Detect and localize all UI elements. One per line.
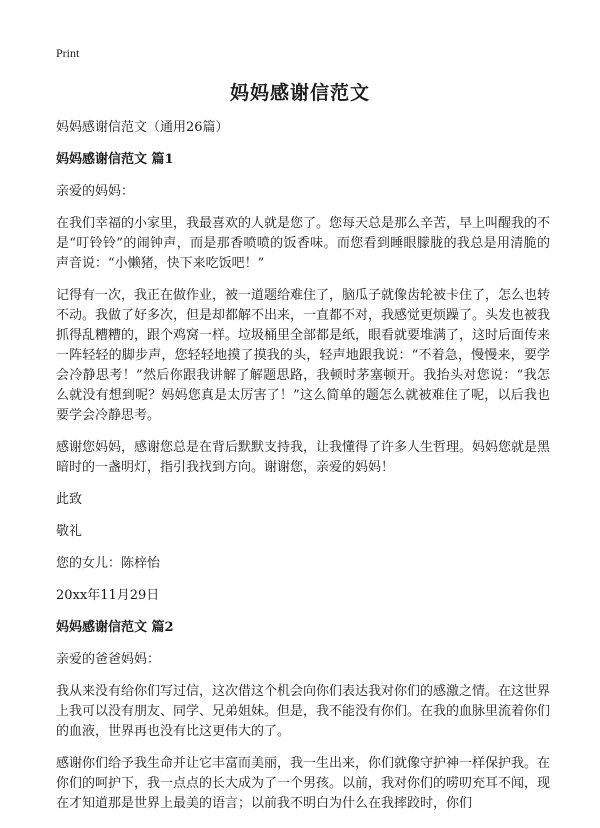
body-paragraph: 感谢你们给予我生命并让它丰富而美丽，我一生出来，你们就像守护神一样保护我。在你们的呵护下，我一点点的长大成为了一个男孩。以前，我对你们的唠叨充耳不闻，现在才知道那是世界上最美的语言；以前我不明白为什么在我摔跤时，你们 — [56, 756, 551, 811]
letter-date: 20xx年11月29日 — [56, 588, 160, 603]
body-paragraph: 我从来没有给你们写过信，这次借这个机会向你们表达我对你们的感激之情。在这世界上我可以没有朋友、同学、兄弟姐妹。但是，我不能没有你们。在我的血脉里流着你们的血液，世界再也没有比这更伟大的了。 — [56, 684, 551, 739]
section-greeting: 亲爱的爸爸妈妈： — [56, 652, 161, 667]
section-heading: 妈妈感谢信范文 篇1 — [56, 152, 174, 167]
section-greeting: 亲爱的妈妈： — [56, 184, 135, 199]
body-paragraph: 在我们幸福的小家里，我最喜欢的人就是您了。您每天总是那么辛苦，早上叫醒我的不是“叮铃铃”的闹钟声，而是那香喷喷的饭香味。而您看到睡眼朦胧的我总是用清脆的声音说：“小懒猪，快下来吃饭吧！” — [56, 216, 551, 271]
document-body — [56, 118, 550, 826]
print-link[interactable]: Print — [56, 46, 80, 60]
closing-line: 敬礼 — [56, 524, 83, 539]
body-paragraph: 感谢您妈妈，感谢您总是在背后默默支持我，让我懂得了许多人生哲理。妈妈您就是黑暗时的一盏明灯，指引我找到方向。谢谢您，亲爱的妈妈！ — [56, 440, 551, 475]
body-paragraph: 记得有一次，我正在做作业，被一道题给难住了，脑瓜子就像齿轮被卡住了，怎么也转不动。我做了好多次，但是却都解不出来，一直都不对，我感觉更烦躁了。头发也被我抓得乱糟糟的，跟个鸡窝一样。垃圾桶里全部都是纸，眼看就要堆满了，这时后面传来一阵轻轻的脚步声，您轻轻地摸了摸我的头，轻声地跟我说：“不着急，慢慢来，要学会冷静思考！”然后你跟我讲解了解题思路，我顿时茅塞顿开。我抬头对您说：“我怎么就没有想到呢？妈妈您真是太厉害了！”这么简单的题怎么就被难住了呢，以后我也要学会冷静思考。 — [56, 288, 551, 423]
page-title: 妈妈感谢信范文 — [229, 82, 370, 104]
signature: 您的女儿：陈梓怡 — [56, 556, 161, 571]
section-heading: 妈妈感谢信范文 篇2 — [56, 620, 174, 635]
closing-line: 此致 — [56, 492, 83, 507]
document-subtitle: 妈妈感谢信范文（通用26篇） — [56, 120, 229, 135]
